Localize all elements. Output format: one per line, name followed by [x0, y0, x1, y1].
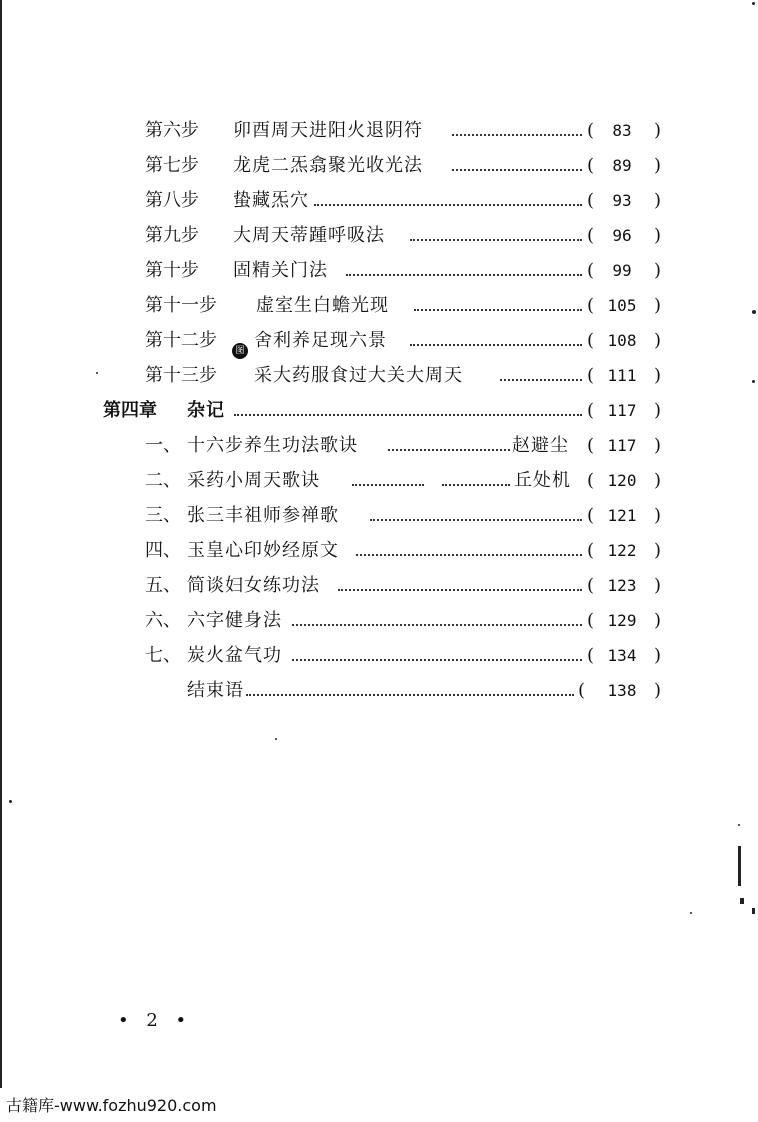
toc-entry: [0, 606, 758, 636]
toc-entry-label: 一、: [145, 435, 181, 456]
dot-leader: [452, 167, 582, 171]
toc-entry-label: 第十一步: [145, 295, 217, 316]
toc-entry-author: 丘处机: [514, 470, 571, 491]
dot-leader: [234, 412, 582, 416]
toc-entry-title: 张三丰祖师参禅歌: [187, 505, 339, 526]
toc-entry-title: 固精关门法: [233, 260, 328, 281]
toc-entry-label: 第十二步: [145, 330, 217, 351]
toc-entry: [0, 116, 758, 146]
toc-entry-page: 129: [607, 611, 637, 630]
toc-entry: [0, 256, 758, 286]
paren-close: ): [654, 330, 662, 351]
toc-entry-title: 简谈妇女练功法: [187, 575, 320, 596]
paren-close: ): [654, 680, 662, 701]
toc-entry-label: 第九步: [145, 225, 199, 246]
toc-entry: [0, 536, 758, 566]
toc-entry-page: 96: [612, 226, 632, 245]
toc-entry: [0, 361, 758, 391]
paren-close: ): [654, 155, 662, 176]
dot-leader: [414, 307, 582, 311]
dot-leader: [292, 657, 582, 661]
paren-close: ): [654, 540, 662, 561]
dot-leader: [452, 132, 582, 136]
paren-close: ): [654, 260, 662, 281]
toc-entry: [0, 676, 758, 706]
toc-entry-title: 结束语: [187, 680, 244, 701]
toc-entry-label: 第七步: [145, 155, 199, 176]
paren-close: ): [654, 505, 662, 526]
toc-entry: [0, 186, 758, 216]
toc-entry: [0, 571, 758, 601]
toc-entry-page: 111: [607, 366, 637, 385]
paren-close: ): [654, 295, 662, 316]
toc-entry-title: 炭火盆气功: [187, 645, 282, 666]
toc-entry-label: 六、: [145, 610, 181, 631]
paren-open: (: [587, 120, 595, 141]
toc-entry-title: 大周天蒂踵呼吸法: [233, 225, 385, 246]
paren-open: (: [587, 330, 595, 351]
scan-speck: [690, 912, 692, 914]
toc-entry-page: 83: [612, 121, 632, 140]
dot-leader: [246, 692, 574, 696]
toc-entry-page: 123: [607, 576, 637, 595]
paren-close: ): [654, 400, 662, 421]
paren-open: (: [587, 295, 595, 316]
paren-close: ): [654, 365, 662, 386]
toc-entry-label: 第六步: [145, 120, 199, 141]
toc-entry: [0, 326, 758, 356]
watermark-text: 古籍库-www.fozhu920.com: [6, 1096, 217, 1115]
dot-leader: [410, 342, 582, 346]
toc-entry: [0, 431, 758, 461]
toc-entry-title: 虚室生白蟾光现: [256, 295, 389, 316]
scan-speck: [738, 824, 740, 826]
toc-entry-author: 赵避尘: [512, 435, 569, 456]
toc-entry-title: 舍利养足现六景: [254, 330, 387, 351]
paren-close: ): [654, 120, 662, 141]
toc-entry-label: 四、: [145, 540, 181, 561]
toc-entry-page: 122: [607, 541, 637, 560]
paren-close: ): [654, 435, 662, 456]
paren-close: ): [654, 575, 662, 596]
toc-entry-page: 99: [612, 261, 632, 280]
scan-speck: [752, 310, 756, 314]
dot-leader: [292, 622, 582, 626]
toc-entry-page: 117: [607, 401, 637, 420]
dot-leader: [346, 272, 582, 276]
toc-entry: [0, 641, 758, 671]
toc-entry: [0, 151, 758, 181]
toc-entry-page: 117: [607, 436, 637, 455]
toc-entry-label: 第十三步: [145, 365, 217, 386]
toc-entry-title: 玉皇心印妙经原文: [187, 540, 339, 561]
scan-mark: [752, 908, 755, 914]
chapter-title: 杂记: [187, 400, 225, 421]
page-number: • 2 •: [118, 1010, 193, 1031]
paren-open: (: [587, 540, 595, 561]
paren-open: (: [587, 225, 595, 246]
dot-leader: [442, 482, 510, 486]
toc-entry-page: 120: [607, 471, 637, 490]
seal-stamp-icon: 图: [232, 343, 248, 359]
toc-entry-label: 七、: [145, 645, 181, 666]
paren-open: (: [587, 365, 595, 386]
toc-entry-title: 龙虎二炁翕聚光收光法: [233, 155, 423, 176]
paren-close: ): [654, 645, 662, 666]
toc-entry-label: 第十步: [145, 260, 199, 281]
scan-speck: [752, 2, 755, 5]
paren-close: ): [654, 610, 662, 631]
toc-entry-title: 十六步养生功法歌诀: [187, 435, 358, 456]
paren-open: (: [587, 190, 595, 211]
toc-entry-page: 93: [612, 191, 632, 210]
dot-leader: [338, 587, 582, 591]
toc-entry: [0, 221, 758, 251]
dot-leader: [410, 237, 582, 241]
paren-open: (: [587, 645, 595, 666]
dot-leader: [388, 447, 510, 451]
toc-entry-title: 采大药服食过大关大周天: [254, 365, 463, 386]
paren-open: (: [587, 260, 595, 281]
dot-leader: [356, 552, 582, 556]
paren-close: ): [654, 190, 662, 211]
dot-leader: [500, 377, 582, 381]
toc-entry: [0, 466, 758, 496]
paren-open: (: [587, 505, 595, 526]
toc-entry-label: 第八步: [145, 190, 199, 211]
scan-speck: [275, 738, 277, 740]
paren-open: (: [578, 680, 586, 701]
toc-entry-title: 卯酉周天进阳火退阴符: [233, 120, 423, 141]
toc-entry-page: 105: [607, 296, 637, 315]
chapter-label: 第四章: [103, 400, 157, 421]
toc-entry-title: 六字健身法: [187, 610, 282, 631]
toc-entry: [0, 501, 758, 531]
paren-open: (: [587, 435, 595, 456]
toc-entry: [0, 291, 758, 321]
toc-entry-label: 三、: [145, 505, 181, 526]
dot-leader: [314, 202, 582, 206]
paren-open: (: [587, 610, 595, 631]
toc-entry-page: 89: [612, 156, 632, 175]
toc-chapter-heading: [0, 396, 758, 426]
toc-entry-title: 蛰藏炁穴: [233, 190, 309, 211]
toc-entry-page: 108: [607, 331, 637, 350]
toc-entry-title: 采药小周天歌诀: [187, 470, 320, 491]
paren-close: ): [654, 470, 662, 491]
scan-speck: [9, 800, 12, 803]
dot-leader: [352, 482, 424, 486]
toc-entry-page: 121: [607, 506, 637, 525]
toc-entry-page: 138: [607, 681, 637, 700]
paren-open: (: [587, 155, 595, 176]
scan-speck: [752, 380, 755, 383]
dot-leader: [370, 517, 582, 521]
scan-mark: [740, 898, 744, 904]
paren-open: (: [587, 470, 595, 491]
paren-open: (: [587, 400, 595, 421]
paren-close: ): [654, 225, 662, 246]
scan-speck: [96, 372, 98, 374]
toc-entry-label: 五、: [145, 575, 181, 596]
scan-mark: [738, 846, 741, 886]
paren-open: (: [587, 575, 595, 596]
toc-entry-label: 二、: [145, 470, 181, 491]
toc-entry-page: 134: [607, 646, 637, 665]
